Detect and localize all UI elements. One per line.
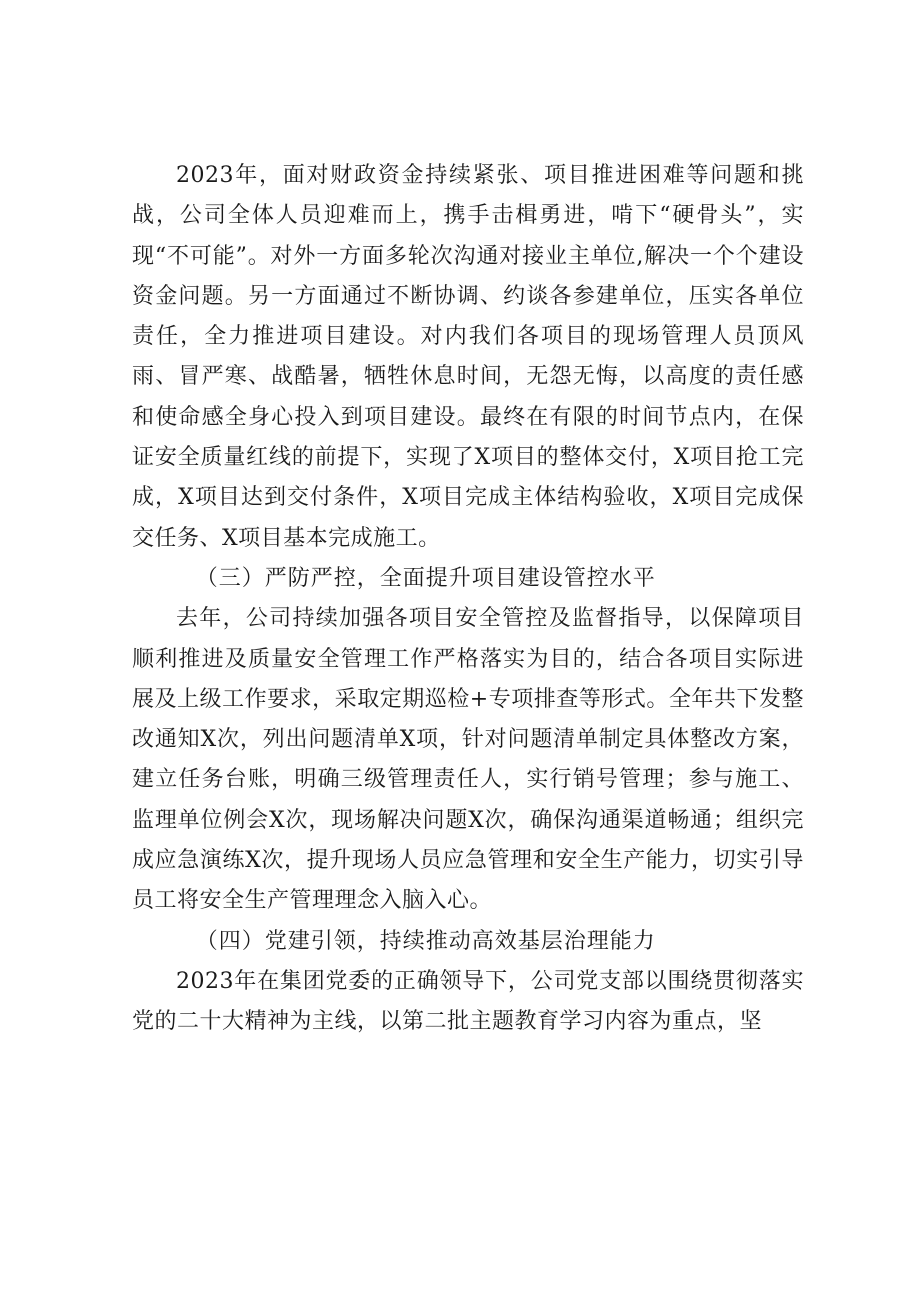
- section-heading-3: （三）严防严控，全面提升项目建设管控水平: [195, 565, 656, 591]
- paragraph-party-building: 2023年在集团党委的正确领导下，公司党支部以围绕贯彻落实党的二十大精神为主线，以第二批主题教育学习内容为重点，坚: [132, 968, 804, 1035]
- paragraph-project-achievements: 2023年，面对财政资金持续紧张、项目推进困难等问题和挑战，公司全体人员迎难而上，携手击楫勇进，啃下“硬骨头”，实现“不可能”。对外一方面多轮次沟通对接业主单位,解决一个个建设资金问题。另一方面通过不断协调、约谈各参建单位，压实各单位责任，全力推进项目建设。对内我们各项目的现场管理人员顶风雨、冒严寒、战酷暑，牺牲休息时间，无怨无悔，以高度的责任感和使命感全身心投入到项目建设。最终在有限的时间节点内，在保证安全质量红线的前提下，实现了X项目的整体交付，X项目抢工完成，X项目达到交付条件，X项目完成主体结构验收，X项目完成保交任务、X项目基本完成施工。: [132, 163, 804, 551]
- section-heading-4: （四）党建引领，持续推动高效基层治理能力: [195, 928, 656, 954]
- paragraph-safety-control: 去年，公司持续加强各项目安全管控及监督指导，以保障项目顺利推进及质量安全管理工作严格落实为目的，结合各项目实际进展及上级工作要求，采取定期巡检+专项排查等形式。全年共下发整改通知X次，列出问题清单X项，针对问题清单制定具体整改方案，建立任务台账，明确三级管理责任人，实行销号管理；参与施工、监理单位例会X次，现场解决问题X次，确保沟通渠道畅通；组织完成应急演练X次，提升现场人员应急管理和安全生产能力，切实引导员工将安全生产管理理念入脑入心。: [132, 606, 804, 914]
- document-body: [132, 156, 804, 1043]
